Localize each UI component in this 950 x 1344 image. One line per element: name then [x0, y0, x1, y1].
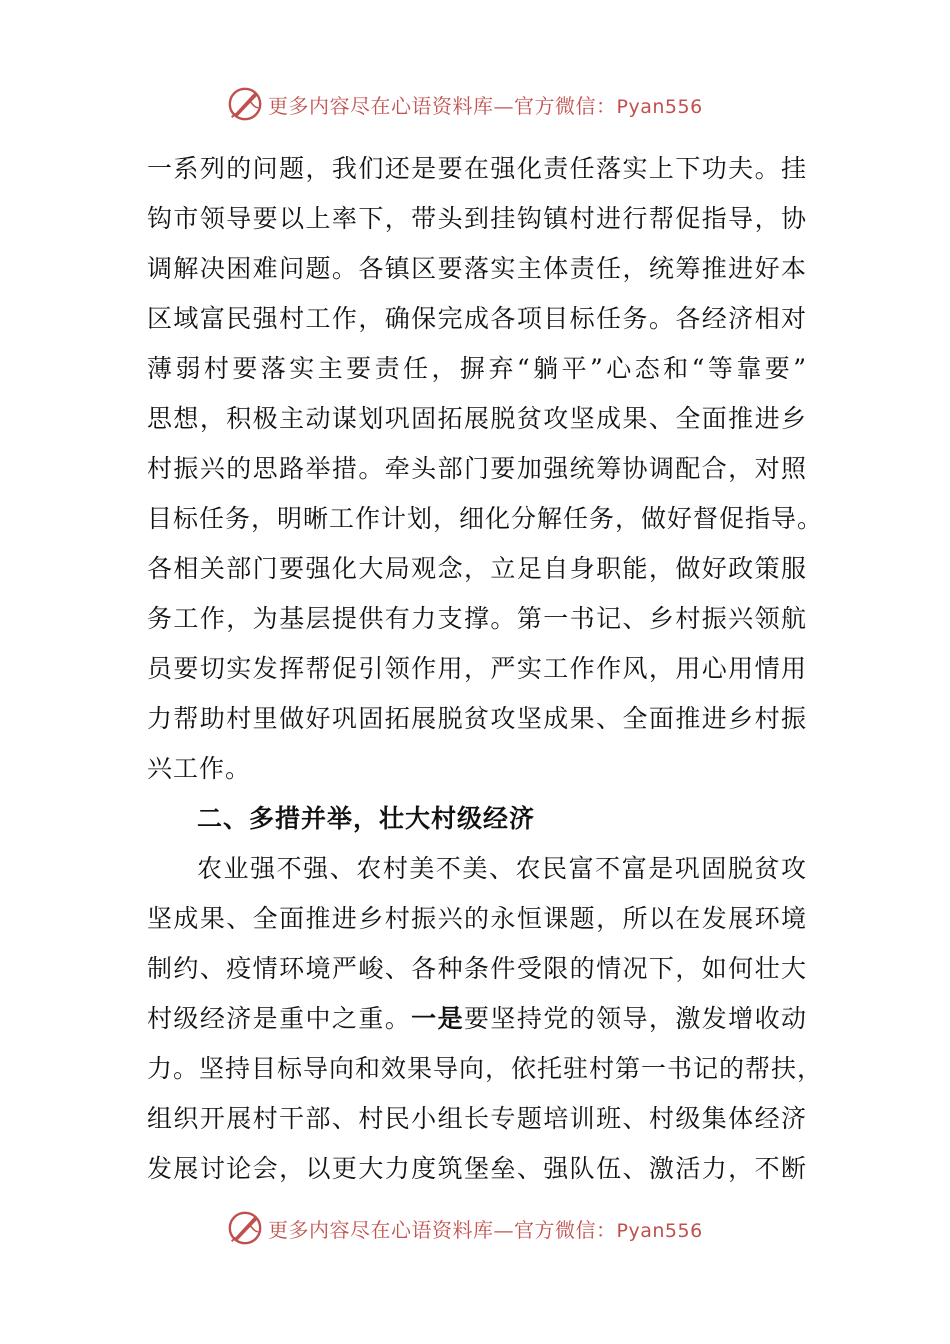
paragraph-line: 一系列的问题，我们还是要在强化责任落实上下功夫。挂: [147, 154, 807, 183]
paragraph-line: 务工作，为基层提供有力支撑。第一书记、乡村振兴领航: [147, 604, 807, 633]
bold-marker: 一是: [411, 1004, 464, 1033]
watermark-header: [226, 84, 746, 124]
paragraph-line: 制约、疫情环境严峻、各种条件受限的情况下，如何壮大: [147, 954, 807, 983]
paragraph-line: 力帮助村里做好巩固拓展脱贫攻坚成果、全面推进乡村振: [147, 704, 807, 733]
watermark-text: [268, 1214, 703, 1243]
quill-pen-icon: [226, 1209, 264, 1247]
paragraph-line: 村振兴的思路举措。牵头部门要加强统筹协调配合，对照: [147, 454, 807, 483]
text-run: 村级经济是重中之重。: [147, 1004, 412, 1033]
paragraph-line: 钩市领导要以上率下，带头到挂钩镇村进行帮促指导，协: [147, 204, 807, 233]
document-body: [147, 144, 824, 1194]
paragraph-2: [147, 844, 824, 1194]
paragraph-line: 发展讨论会，以更大力度筑堡垒、强队伍、激活力，不断: [147, 1154, 807, 1183]
paragraph-line: 薄弱村要落实主要责任，摒弃“躺平”心态和“等靠要”: [147, 354, 807, 383]
paragraph-line: 力。坚持目标导向和效果导向，依托驻村第一书记的帮扶，: [147, 1054, 824, 1083]
watermark-wechat-id: Pyan556: [616, 95, 703, 118]
paragraph-line: 农业强不强、农村美不美、农民富不富是巩固脱贫攻: [197, 854, 807, 883]
watermark-label: 更多内容尽在心语资料库—官方微信：: [268, 1217, 617, 1242]
watermark-wechat-id: Pyan556: [616, 1219, 703, 1242]
watermark-text: [268, 90, 703, 119]
paragraph-1: [147, 144, 824, 794]
section-heading: 二、多措并举，壮大村级经济: [197, 804, 536, 833]
text-run: 要坚持党的领导，激发增收动: [464, 1004, 807, 1033]
watermark-label: 更多内容尽在心语资料库—官方微信：: [268, 93, 617, 118]
paragraph-line: 员要切实发挥帮促引领作用，严实工作作风，用心用情用: [147, 654, 807, 683]
paragraph-line: 坚成果、全面推进乡村振兴的永恒课题，所以在发展环境: [147, 904, 807, 933]
paragraph-line: 思想，积极主动谋划巩固拓展脱贫攻坚成果、全面推进乡: [147, 404, 807, 433]
paragraph-line: 目标任务，明晰工作计划，细化分解任务，做好督促指导。: [147, 504, 824, 533]
watermark-footer: [226, 1208, 746, 1248]
paragraph-line: 各相关部门要强化大局观念，立足自身职能，做好政策服: [147, 554, 807, 583]
quill-pen-icon: [226, 85, 264, 123]
paragraph-line: 兴工作。: [147, 754, 252, 783]
paragraph-line: 区域富民强村工作，确保完成各项目标任务。各经济相对: [147, 304, 807, 333]
paragraph-line: 调解决困难问题。各镇区要落实主体责任，统筹推进好本: [147, 254, 807, 283]
paragraph-line-mixed: [147, 994, 807, 1044]
paragraph-line: 组织开展村干部、村民小组长专题培训班、村级集体经济: [147, 1104, 807, 1133]
